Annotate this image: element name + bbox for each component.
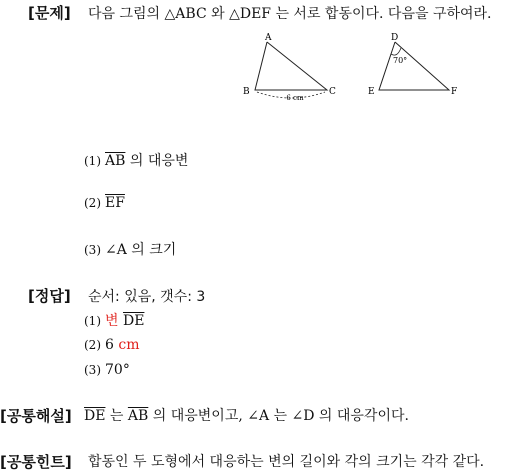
item-3-num: (3) (84, 243, 101, 257)
label-a: A (265, 33, 272, 43)
item-2-num: (2) (84, 196, 101, 210)
item-1-text: 의 대응변 (125, 153, 189, 169)
item-1-num: (1) (84, 154, 101, 168)
answer-meta: 순서: 있음, 갯수: 3 (88, 289, 206, 305)
answer-1 (84, 310, 144, 330)
explanation-seg-ab: $\overline{AB}$ (127, 408, 149, 424)
answer-2-value: 6 (105, 337, 114, 353)
hint-text: 합동인 두 도형에서 대응하는 변의 길이와 각의 크기는 각각 같다. (88, 454, 485, 470)
item-1 (84, 150, 188, 170)
item-2-seg: $\overline{EF}$ (105, 195, 125, 211)
triangle-abc (243, 33, 336, 102)
answer-3-num: (3) (84, 363, 101, 377)
triangle-def (368, 33, 457, 97)
answer-2-num: (2) (84, 338, 101, 352)
item-1-seg: $\overline{AB}$ (105, 153, 126, 169)
explanation-t2: 의 대응변이고, ∠A 는 ∠D 의 대응각이다. (148, 408, 409, 424)
answer-1-prefix: 변 (105, 313, 119, 329)
label-bc-length: 6 cm (286, 94, 304, 102)
answer-3 (84, 362, 130, 378)
triangles-figure (235, 30, 465, 105)
explanation-t1: 는 (105, 408, 128, 424)
explanation-text (84, 405, 409, 425)
explanation-tag: [공통해설] (0, 407, 72, 425)
label-c: C (329, 87, 336, 97)
item-2 (84, 195, 125, 211)
label-f: F (451, 87, 458, 97)
explanation-seg-de: $\overline{DE}$ (84, 408, 106, 424)
item-3-text: ∠A 의 크기 (105, 242, 177, 258)
answer-3-value: 70° (105, 362, 130, 378)
label-angle-d: 70° (393, 56, 408, 65)
label-b: B (243, 87, 250, 97)
answer-1-num: (1) (84, 314, 101, 328)
problem-text: 다음 그림의 △ABC 와 △DEF 는 서로 합동이다. 다음을 구하여라. (88, 6, 492, 22)
item-3 (84, 239, 176, 259)
answer-2 (84, 337, 140, 353)
label-e: E (368, 87, 375, 97)
answer-tag: [정답] (28, 287, 71, 305)
label-d: D (391, 33, 399, 43)
hint-tag: [공통힌트] (0, 453, 72, 471)
problem-tag: [문제] (28, 4, 71, 22)
answer-2-unit: cm (118, 337, 140, 353)
answer-1-seg: $\overline{DE}$ (122, 313, 145, 329)
